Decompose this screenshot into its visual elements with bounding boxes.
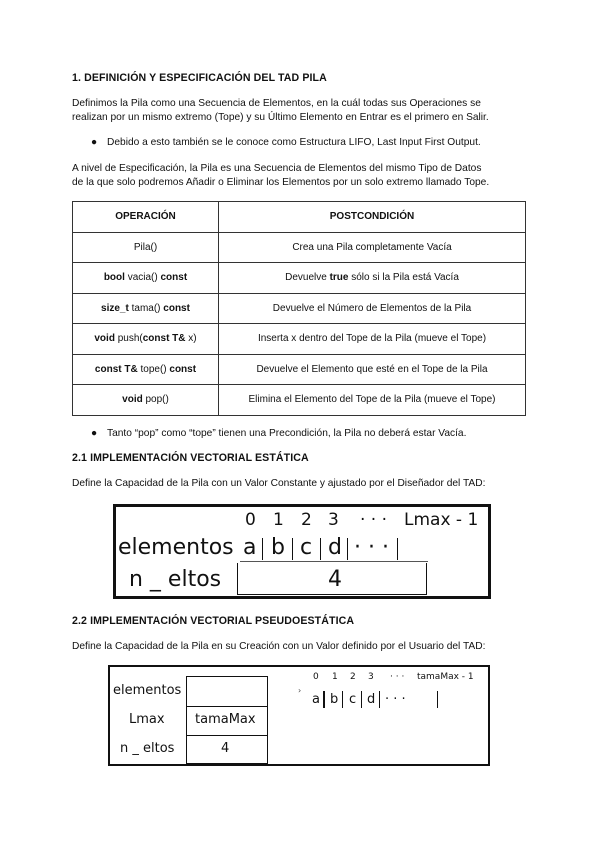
cell-separator <box>320 538 321 560</box>
vector-cell: b <box>271 535 285 560</box>
index-label: · · · <box>390 672 405 682</box>
table-row <box>73 232 526 263</box>
struct-row-divider <box>187 706 267 707</box>
vector-bottom-line <box>240 561 428 562</box>
postcondition-cell: Crea una Pila completamente Vacía <box>219 232 526 263</box>
index-label: 2 <box>301 510 312 530</box>
postcondition-cell: Devuelve el Número de Elementos de la Pila <box>219 293 526 324</box>
section-1-heading: 1. DEFINICIÓN Y ESPECIFICACIÓN DEL TAD PILA <box>72 72 327 84</box>
vector-cell: d <box>367 692 376 707</box>
pointer-icon: › <box>298 686 302 695</box>
operation-cell: bool vacia() const <box>73 263 219 294</box>
cell-separator <box>347 538 348 560</box>
vector-cell: a <box>243 535 257 560</box>
postcondition-cell: Devuelve true sólo si la Pila está Vacía <box>219 263 526 294</box>
cell-separator <box>262 538 263 560</box>
bullet-icon: ● <box>91 428 98 439</box>
cell-separator <box>379 691 380 708</box>
lmax-value: tamaMax <box>195 712 256 727</box>
vector-cell: · · · <box>354 535 389 560</box>
elementos-label: elementos <box>113 683 182 698</box>
index-label: 0 <box>245 510 256 530</box>
struct-row-divider <box>187 735 267 736</box>
postcondition-cell: Devuelve el Elemento que esté en el Tope de la Pila <box>219 354 526 385</box>
table-row <box>73 324 526 355</box>
paragraph-line: Definimos la Pila como una Secuencia de Elementos, en la cuál todas sus Operaciones se <box>72 98 481 109</box>
vector-cell: c <box>300 535 313 560</box>
section-2-2-heading: 2.2 IMPLEMENTACIÓN VECTORIAL PSEUDOESTÁTICA <box>72 615 355 627</box>
n-eltos-label: n _ eltos <box>120 741 175 756</box>
bullet-text: Debido a esto también se le conoce como Estructura LIFO, Last Input First Output. <box>107 137 481 148</box>
cell-separator <box>397 538 398 560</box>
operation-cell: const T& tope() const <box>73 354 219 385</box>
section-2-1-text: Define la Capacidad de la Pila con un Valor Constante y ajustado por el Diseñador del TAD: <box>72 478 486 489</box>
bullet-item-lifo <box>91 137 551 151</box>
postcondition-cell: Elimina el Elemento del Tope de la Pila (mueve el Tope) <box>219 385 526 416</box>
table-header-row <box>73 202 526 233</box>
elementos-label: elementos <box>118 535 234 560</box>
vector-cell: b <box>330 692 339 707</box>
index-label: 3 <box>368 672 374 682</box>
paragraph-line: de la que solo podremos Añadir o Eliminar los Elementos por un solo extremo llamado Tope. <box>72 177 490 188</box>
bullet-text: Tanto “pop” como “tope” tienen una Precondición, la Pila no deberá estar Vacía. <box>107 428 467 439</box>
cell-separator <box>323 691 325 708</box>
index-label: 1 <box>273 510 284 530</box>
index-label: 1 <box>332 672 338 682</box>
lmax-label: Lmax <box>129 712 165 727</box>
section-2-1-heading: 2.1 IMPLEMENTACIÓN VECTORIAL ESTÁTICA <box>72 452 309 464</box>
index-label: · · · <box>360 510 388 530</box>
paragraph-line: realizan por un mismo extremo (Tope) y su Último Elemento en Entrar es el primero en Salir. <box>72 112 489 123</box>
table-row <box>73 354 526 385</box>
operation-cell: void pop() <box>73 385 219 416</box>
cell-separator <box>292 538 293 560</box>
n-eltos-value: 4 <box>328 567 342 592</box>
operations-table <box>72 201 526 416</box>
section-1-paragraph-1 <box>72 97 489 125</box>
vector-cell: · · · <box>385 692 406 707</box>
section-1-paragraph-2 <box>72 162 489 190</box>
cell-separator <box>342 691 343 708</box>
header-operation: OPERACIÓN <box>73 202 219 233</box>
table-row <box>73 293 526 324</box>
static-vector-figure <box>113 504 491 599</box>
pseudostatic-vector-figure <box>108 665 490 766</box>
index-label: tamaMax - 1 <box>417 672 474 682</box>
n-eltos-label: n _ eltos <box>129 567 222 592</box>
index-label: Lmax - 1 <box>404 510 479 530</box>
paragraph-line: A nivel de Especificación, la Pila es una Secuencia de Elementos del mismo Tipo de Datos <box>72 163 482 174</box>
operation-cell: size_t tama() const <box>73 293 219 324</box>
cell-separator <box>361 691 362 708</box>
struct-table <box>186 676 268 764</box>
vector-cell: d <box>328 535 342 560</box>
section-2-2-text: Define la Capacidad de la Pila en su Creación con un Valor definido por el Usuario del TAD: <box>72 641 486 652</box>
vector-cell: a <box>312 692 320 707</box>
operation-cell: void push(const T& x) <box>73 324 219 355</box>
index-label: 2 <box>350 672 356 682</box>
bullet-icon: ● <box>91 137 98 148</box>
table-row <box>73 385 526 416</box>
index-label: 0 <box>313 672 319 682</box>
postcondition-cell: Inserta x dentro del Tope de la Pila (mueve el Tope) <box>219 324 526 355</box>
bullet-item-precondition <box>91 428 551 442</box>
index-label: 3 <box>328 510 339 530</box>
vector-cell: c <box>349 692 357 707</box>
cell-separator <box>437 691 438 708</box>
table-row <box>73 263 526 294</box>
header-postcondition: POSTCONDICIÓN <box>219 202 526 233</box>
operation-cell: Pila() <box>73 232 219 263</box>
n-eltos-value: 4 <box>221 741 230 756</box>
